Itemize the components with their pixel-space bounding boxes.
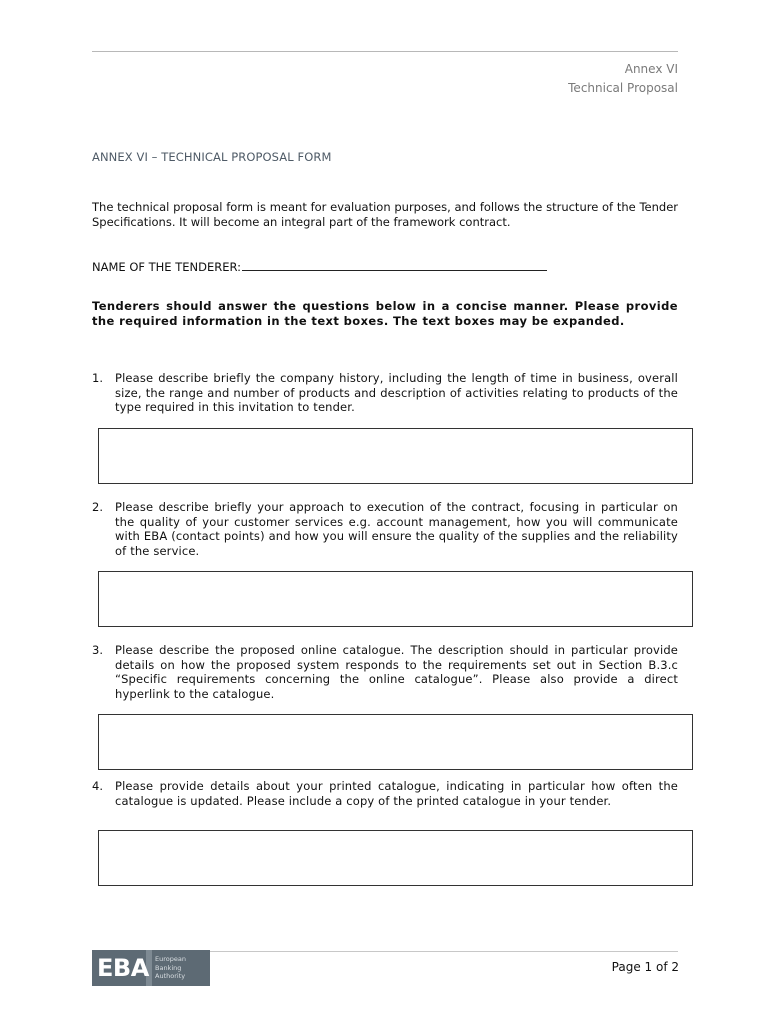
question-1-number: 1. [92,371,103,385]
intro-paragraph: The technical proposal form is meant for evaluation purposes, and follows the structure of the Tender Specifications. It will become an integral part of the framework contract. [92,200,678,229]
question-1-text: Please describe briefly the company history, including the length of time in business, overall size, the range and number of products and description of activities relating to products of the type required in this invitation to tender. [115,371,678,414]
question-3-number: 3. [92,643,103,657]
question-4-text: Please provide details about your printed catalogue, indicating in particular how often the catalogue is updated. Please include a copy of the printed catalogue in your tender. [115,779,678,808]
header-annex-label: Annex VI [624,62,678,76]
tenderer-name-label: NAME OF THE TENDERER: [92,260,242,274]
running-header [568,60,678,98]
logo-line-3: Authority [155,972,186,980]
logo-line-2: Banking [155,963,182,972]
logo-line-1: European [155,955,186,963]
answer-box-2[interactable] [98,571,693,627]
eba-logo [92,950,210,986]
answer-box-4[interactable] [98,830,693,886]
question-2-number: 2. [92,500,103,514]
answer-box-3[interactable] [98,714,693,770]
question-3 [92,643,678,701]
question-2 [92,500,678,558]
header-rule [92,51,678,52]
tenderer-name-field[interactable] [242,258,547,271]
logo-wordmark [155,955,186,981]
tenderer-name-line [92,258,547,274]
question-2-text: Please describe briefly your approach to execution of the contract, focusing in particular on the quality of your customer services e.g. account management, how you will communicate with EBA (contact points) and how you will ensure the quality of the supplies and the reliability of the service. [115,500,678,558]
page-number: Page 1 of 2 [611,960,679,974]
footer-rule [210,951,678,952]
answer-box-1[interactable] [98,428,693,484]
page-title: ANNEX VI – TECHNICAL PROPOSAL FORM [92,150,332,164]
question-4 [92,779,678,808]
question-1 [92,371,678,415]
header-doc-label: Technical Proposal [568,81,678,95]
logo-mark: EBA [97,954,149,982]
question-4-number: 4. [92,779,103,793]
instructions-paragraph: Tenderers should answer the questions below in a concise manner. Please provide the required information in the text boxes. The text boxes may be expanded. [92,299,678,328]
question-3-text: Please describe the proposed online catalogue. The description should in particular provide details on how the proposed system responds to the requirements set out in Section B.3.c “Specific requirements concerning the online catalogue”. Please also provide a direct hyperlink to the catalogue. [115,643,678,701]
